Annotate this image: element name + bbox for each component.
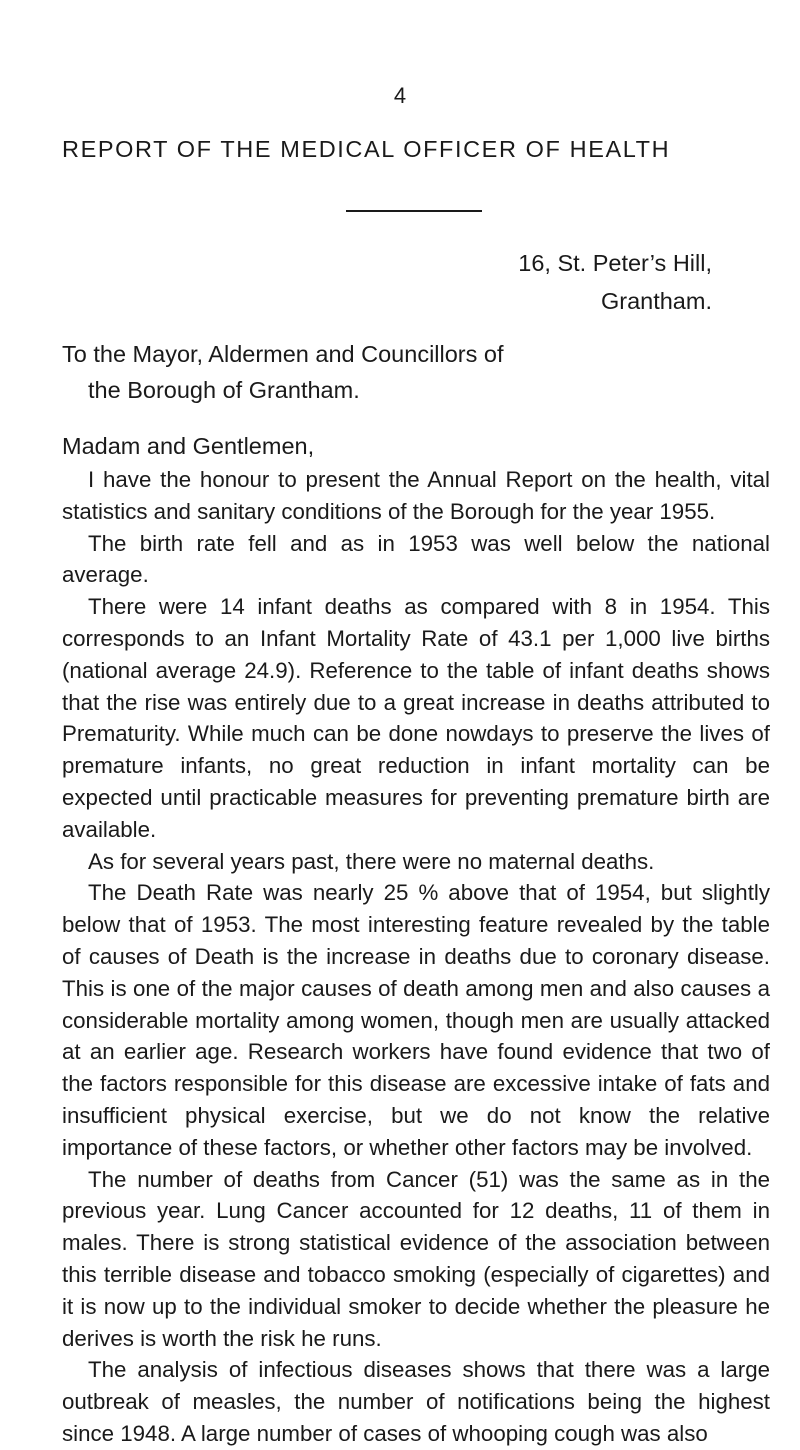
letter-body [62,464,770,1450]
paragraph: The birth rate fell and as in 1953 was well below the national average. [62,530,770,588]
paragraph: I have the honour to present the Annual Report on the health, vital statistics and sanitary conditions of the Borough for the year 1955. [62,467,770,524]
paragraph: As for several years past, there were no maternal deaths. [88,848,655,874]
title-divider [346,210,482,212]
paragraph: There were 14 infant deaths as compared with 8 in 1954. This corresponds to an Infant Mortality Rate of 43.1 per 1,000 live births (national average 24.9). Reference to the table of infant deaths shows that the rise was entirely due to a great increase in deaths attributed to Prematurity. While much can be done nowdays to preserve the lives of premature infants, no great reduction in infant mortality can be expected until practicable measures for preventing premature birth are available. [62,594,770,842]
page-number: 4 [393,83,407,108]
report-title: REPORT OF THE MEDICAL OFFICER OF HEALTH [62,136,671,162]
addressee-line: To the Mayor, Aldermen and Councillors of [62,341,504,367]
addressee-line: the Borough of Grantham. [88,377,360,403]
paragraph: The Death Rate was nearly 25 % above that of 1954, but slightly below that of 1953. The most interesting feature revealed by the table of causes of Death is the increase in deaths due to coronary disease. This is one of the major causes of death among men and also causes a considerable mortality among women, though men are usually attacked at an earlier age. Research workers have found evidence that two of the factors responsible for this disease are excessive intake of fats and insufficient physical exercise, but we do not know the relative importance of these factors, or whether other factors may be involved. [62,880,770,1160]
paragraph: The analysis of infectious diseases shows that there was a large outbreak of measles, the number of notifications being the highest since 1948. A large number of cases of whooping cough was also [62,1357,770,1446]
address-line: Grantham. [600,288,712,314]
sender-address [0,244,712,320]
salutation: Madam and Gentlemen, [62,433,315,459]
addressee [62,336,504,408]
address-line: 16, St. Peter’s Hill, [518,250,712,276]
paragraph: The number of deaths from Cancer (51) was the same as in the previous year. Lung Cancer accounted for 12 deaths, 11 of them in males. There is strong statistical evidence of the association between this terrible disease and tobacco smoking (especially of cigarettes) and it is now up to the individual smoker to decide whether the pleasure he derives is worth the risk he runs. [62,1166,770,1351]
